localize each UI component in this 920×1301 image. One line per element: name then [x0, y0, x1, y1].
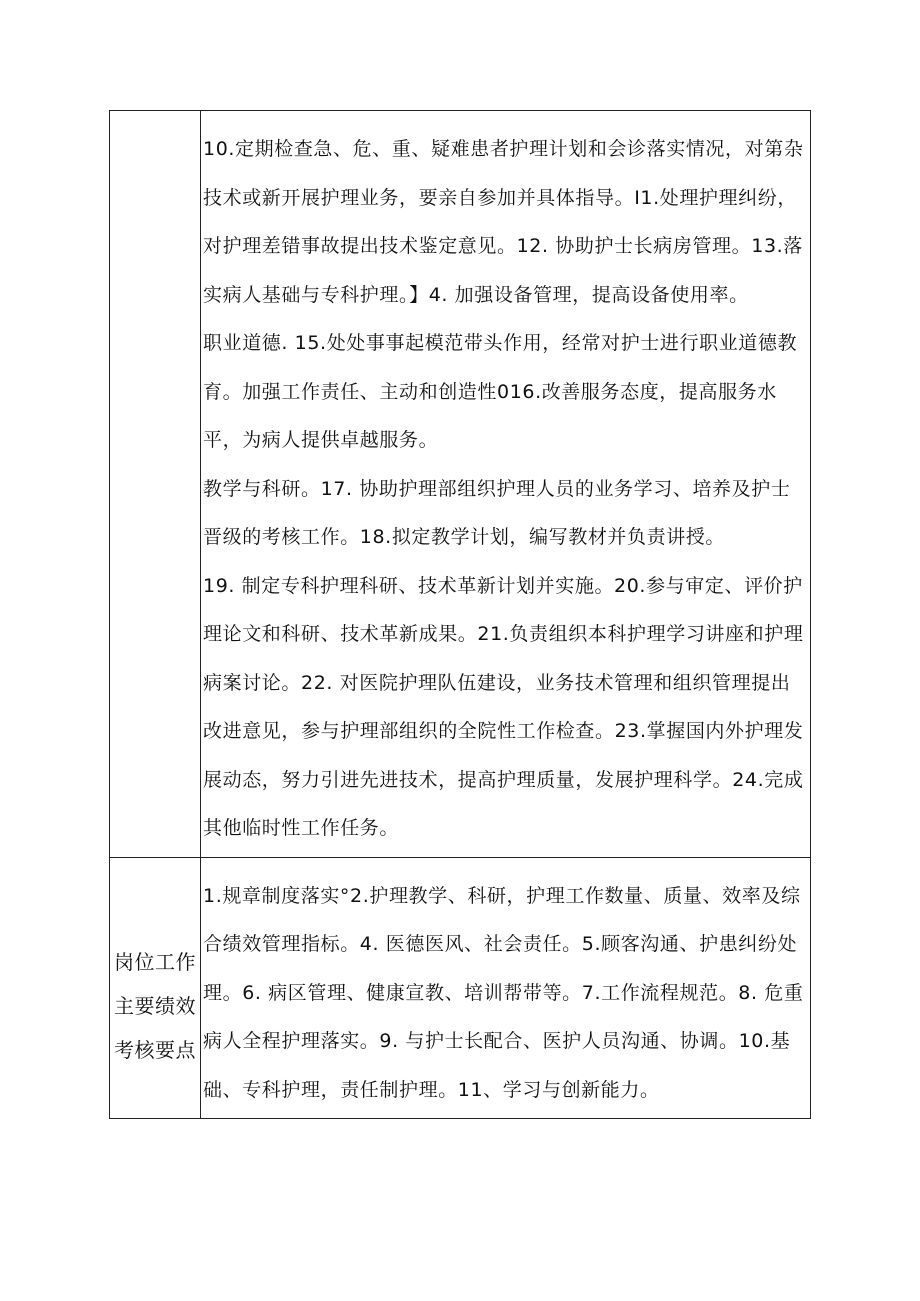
duties-cell — [201, 111, 811, 858]
performance-cell — [201, 857, 811, 1119]
duties-paragraph: 10.定期检查急、危、重、疑难患者护理计划和会诊落实情况，对第杂技术或新开展护理业务，要亲自参加并具体指导。I1.处理护理纠纷，对护理差错事故提出技术鉴定意见。12. 协助护士长病房管理。13.落实病人基础与专科护理。】4. 加强设备管理，提高设备使用率。 — [203, 138, 804, 306]
performance-label-cell — [110, 857, 201, 1119]
performance-text: 1.规章制度落实°2.护理教学、科研，护理工作数量、质量、效率及综合绩效管理指标。4. 医德医风、社会责任。5.顾客沟通、护患纠纷处理。6. 病区管理、健康宣教、培训帮带等。7.工作流程规范。8. 危重病人全程护理落实。9. 与护士长配合、医护人员沟通、协调。10.基础、专科护理，责任制护理。11、学习与创新能力。 — [203, 884, 804, 1101]
duties-paragraph: 职业道德. 15.处处事事起模范带头作用，经常对护士进行职业道德教育。加强工作责任、主动和创造性016.改善服务态度，提高服务水平，为病人提供卓越服务。 — [203, 332, 798, 451]
duties-paragraph: 教学与科研。17. 协助护理部组织护理人员的业务学习、培养及护士晋级的考核工作。18.拟定教学计划，编写教材并负责讲授。 — [203, 477, 791, 548]
performance-label: 岗位工作主要绩效考核要点 — [114, 949, 196, 1062]
row-label-empty — [110, 111, 201, 858]
duties-paragraph: 19. 制定专科护理科研、技术革新计划并实施。20.参与审定、评价护理论文和科研、技术革新成果。21.负责组织本科护理学习讲座和护理病案讨论。22. 对医院护理队伍建设，业务技术管理和组织管理提出改进意见，参与护理部组织的全院性工作检查。23.掌握国内外护理发展动态，努力引进先进技术，提高护理质量，发展护理科学。24.完成其他临时性工作任务。 — [203, 574, 804, 839]
duties-text — [201, 111, 810, 857]
table-row — [110, 857, 811, 1119]
table-row — [110, 111, 811, 858]
responsibility-table — [109, 110, 811, 1119]
